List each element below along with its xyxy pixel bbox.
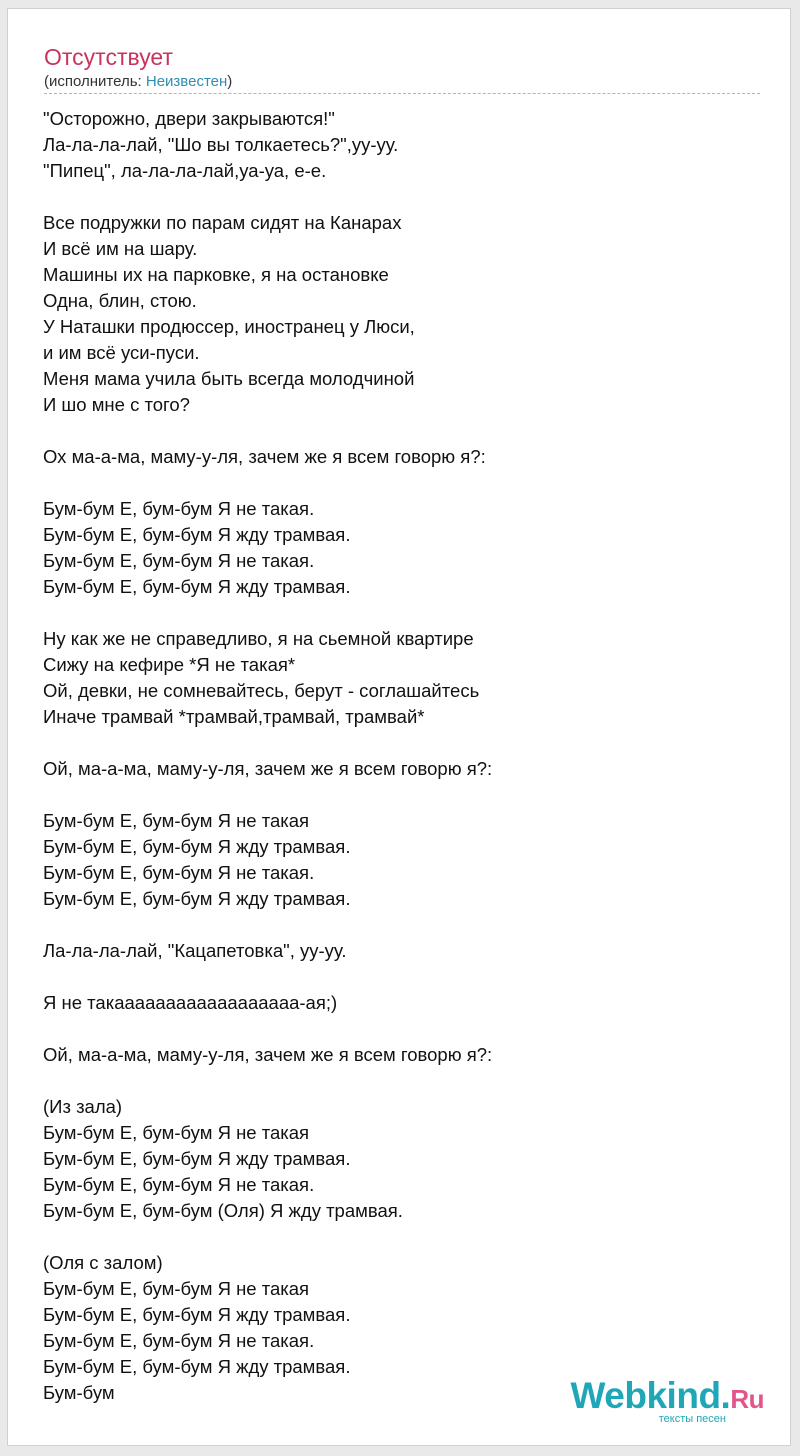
logo-tld: Ru (730, 1384, 764, 1414)
lyric-line: Бум-бум Е, бум-бум Я жду трамвая. (43, 836, 351, 857)
lyric-line: У Наташки продюссер, иностранец у Люси, (43, 316, 415, 337)
artist-suffix: ) (227, 73, 233, 90)
lyric-line: Бум-бум Е, бум-бум Я жду трамвая. (43, 576, 351, 597)
lyric-line: "Осторожно, двери закрываются!" (43, 108, 335, 129)
lyric-blank-line (43, 184, 763, 210)
dashed-divider (44, 93, 760, 94)
lyric-line: Бум-бум Е, бум-бум Я жду трамвая. (43, 1304, 351, 1325)
lyric-blank-line (43, 730, 763, 756)
lyric-blank-line (43, 782, 763, 808)
lyric-line: Бум-бум Е, бум-бум Я жду трамвая. (43, 524, 351, 545)
lyric-line: Ой, ма-а-ма, маму-у-ля, зачем же я всем говорю я?: (43, 758, 493, 779)
lyric-line: Ну как же не справедливо, я на сьемной квартире (43, 628, 474, 649)
artist-prefix: (исполнитель: (44, 73, 146, 90)
lyric-line: Сижу на кефире *Я не такая* (43, 654, 296, 675)
lyric-line: Машины их на парковке, я на остановке (43, 264, 389, 285)
lyric-blank-line (43, 470, 763, 496)
lyric-line: И всё им на шару. (43, 238, 198, 259)
lyric-line: Ой, ма-а-ма, маму-у-ля, зачем же я всем говорю я?: (43, 1044, 493, 1065)
lyric-line: Все подружки по парам сидят на Канарах (43, 212, 402, 233)
lyric-line: Одна, блин, стою. (43, 290, 197, 311)
lyric-line: Бум-бум Е, бум-бум Я не такая. (43, 1174, 315, 1195)
lyric-line: Бум-бум Е, бум-бум Я не такая (43, 1122, 310, 1143)
lyric-line: Бум-бум (43, 1382, 115, 1403)
lyric-line: Ла-ла-ла-лай, "Шо вы толкаетесь?",уу-уу. (43, 134, 399, 155)
lyric-line: Бум-бум Е, бум-бум Я не такая. (43, 1330, 315, 1351)
lyric-line: Бум-бум Е, бум-бум Я жду трамвая. (43, 1148, 351, 1169)
webkind-logo[interactable] (571, 1377, 764, 1425)
lyric-blank-line (43, 912, 763, 938)
lyric-line: Бум-бум Е, бум-бум Я не такая. (43, 498, 315, 519)
lyric-line: Я не такаааааааааааааааааа-ая;) (43, 992, 338, 1013)
logo-dot: . (720, 1375, 731, 1416)
logo-brand: Webkind (570, 1375, 721, 1416)
lyric-line: Ой, девки, не сомневайтесь, берут - соглашайтесь (43, 680, 480, 701)
logo-wordmark (571, 1377, 764, 1418)
lyrics-body (43, 106, 763, 1406)
lyric-line: Бум-бум Е, бум-бум Я не такая. (43, 862, 315, 883)
lyric-blank-line (43, 600, 763, 626)
song-title: Отсутствует (44, 44, 173, 70)
lyric-line: И шо мне с того? (43, 394, 190, 415)
lyric-line: и им всё уси-пуси. (43, 342, 200, 363)
lyric-line: Ла-ла-ла-лай, "Кацапетовка", уу-уу. (43, 940, 347, 961)
lyric-line: Бум-бум Е, бум-бум Я не такая (43, 810, 310, 831)
lyric-line: Бум-бум Е, бум-бум Я жду трамвая. (43, 1356, 351, 1377)
lyric-blank-line (43, 1224, 763, 1250)
lyric-line: Бум-бум Е, бум-бум (Оля) Я жду трамвая. (43, 1200, 403, 1221)
artist-line (44, 73, 232, 91)
lyric-line: Меня мама учила быть всегда молодчиной (43, 368, 415, 389)
lyric-blank-line (43, 1016, 763, 1042)
lyrics-card (7, 8, 791, 1446)
lyric-blank-line (43, 418, 763, 444)
lyric-line: Бум-бум Е, бум-бум Я жду трамвая. (43, 888, 351, 909)
lyric-line: Бум-бум Е, бум-бум Я не такая (43, 1278, 310, 1299)
lyric-line: Ох ма-а-ма, маму-у-ля, зачем же я всем говорю я?: (43, 446, 486, 467)
lyric-blank-line (43, 964, 763, 990)
lyric-line: "Пипец", ла-ла-ла-лай,уа-уа, е-е. (43, 160, 327, 181)
lyric-blank-line (43, 1068, 763, 1094)
lyric-line: Иначе трамвай *трамвай,трамвай, трамвай* (43, 706, 425, 727)
lyric-line: Бум-бум Е, бум-бум Я не такая. (43, 550, 315, 571)
artist-link[interactable]: Неизвестен (145, 73, 228, 90)
lyric-line: (Из зала) (43, 1096, 123, 1117)
lyric-line: (Оля с залом) (43, 1252, 163, 1273)
logo-tagline: тексты песен (658, 1413, 726, 1425)
